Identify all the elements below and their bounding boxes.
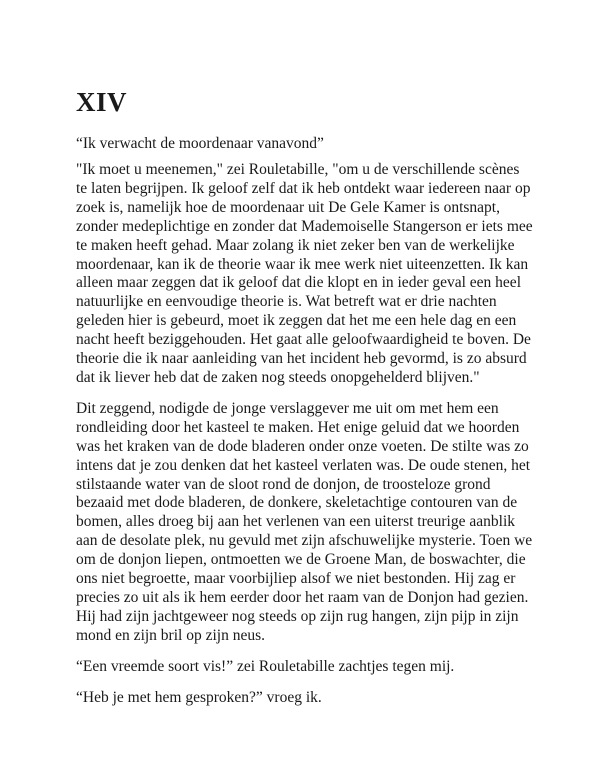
paragraph: Dit zeggend, nodigde de jonge verslaggever me uit om met hem een rondleiding door het kasteel te maken. Het enige geluid dat we hoorden was het kraken van de dode bladeren onder onze voeten. De stilte was zo intens dat je zou denken dat het kasteel verlaten was. De oude stenen, het stilstaande water van de sloot rond de donjon, de troosteloze grond bezaaid met dode bladeren, de donkere, skeletachtige contouren van de bomen, alles droeg bij aan het verlenen van een uiterst treurige aanblik aan de desolate plek, nu gevuld met zijn afschuwelijke mysterie. Toen we om de donjon liepen, ontmoetten we de Groene Man, de boswachter, die ons niet begroette, maar voorbijliep alsof we niet bestonden. Hij zag er precies zo uit als ik hem eerder door het raam van de Donjon had gezien. Hij had zijn jachtgeweer nog steeds op zijn rug hangen, zijn pijp in zijn mond en zijn bril op zijn neus.	[76, 399, 533, 644]
paragraph: "Ik moet u meenemen," zei Rouletabille, "om u de verschillende scènes te laten begrijpen. Ik geloof zelf dat ik heb ontdekt waar iedereen naar op zoek is, namelijk hoe de moordenaar uit De Gele Kamer is ontsnapt, zonder medeplichtige en zonder dat Mademoiselle Stangerson er iets mee te maken heeft gehad. Maar zolang ik niet zeker ben van de werkelijke moordenaar, kan ik de theorie waar ik mee werk niet uiteenzetten. Ik kan alleen maar zeggen dat ik geloof dat die klopt en in ieder geval een heel natuurlijke en eenvoudige theorie is. Wat betreft wat er drie nachten geleden hier is gebeurd, moet ik zeggen dat het me een hele dag en een nacht heeft beziggehouden. Het gaat alle geloofwaardigheid te boven. De theorie die ik naar aanleiding van het incident heb gevormd, is zo absurd dat ik liever heb dat de zaken nog steeds onopgehelderd blijven."	[76, 161, 533, 386]
chapter-number: XIV	[76, 87, 128, 117]
body-text	[76, 161, 534, 719]
page	[76, 0, 534, 776]
chapter-title: “Ik verwacht de moordenaar vanavond”	[76, 135, 324, 152]
paragraph: “Een vreemde soort vis!” zei Rouletabille zachtjes tegen mij.	[76, 657, 455, 675]
paragraph: “Heb je met hem gesproken?” vroeg ik.	[76, 688, 322, 706]
